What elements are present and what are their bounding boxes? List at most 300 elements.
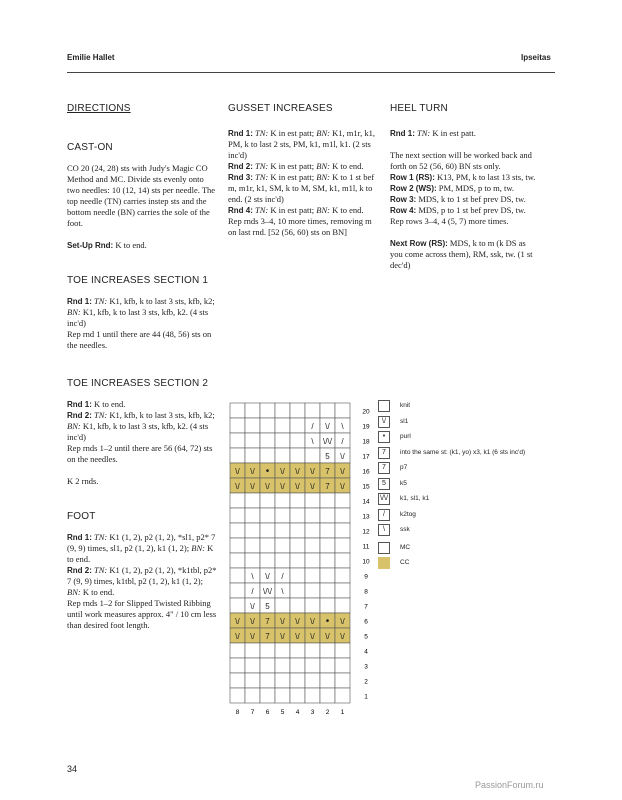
chart-cell xyxy=(290,688,305,703)
foot-rep: Rep rnds 1–2 for Slipped Twisted Ribbing until work measures approx. 4" / 10 cm less than desired foot length. xyxy=(67,598,217,630)
chart-row-number: 20 xyxy=(362,408,370,416)
chart-cell xyxy=(290,448,305,463)
chart-row-number: 19 xyxy=(362,423,370,431)
toe2-heading: TOE INCREASES SECTION 2 xyxy=(67,378,209,389)
pattern-name: Ipseitas xyxy=(521,53,551,62)
heel-row3-text: MDS, k to 1 st bef prev DS, tw. xyxy=(416,194,526,204)
chart-stitch-symbol: • xyxy=(265,465,270,477)
chart-stitch-symbol: \/\/ xyxy=(323,436,332,446)
legend-item xyxy=(378,431,578,445)
chart-col-number: 3 xyxy=(310,709,315,716)
chart-stitch-symbol: \/ xyxy=(295,616,300,626)
toe2-rnd2-label: Rnd 2: xyxy=(67,411,92,420)
chart-cell xyxy=(305,448,320,463)
chart-cell xyxy=(230,598,245,613)
chart-cell xyxy=(290,493,305,508)
chart-cell xyxy=(260,658,275,673)
toe2-rnd1-label: Rnd 1: xyxy=(67,400,92,409)
legend-swatch: • xyxy=(378,431,390,443)
legend-label: k5 xyxy=(400,479,407,487)
chart-stitch-symbol: \/ xyxy=(340,466,345,476)
chart-cell xyxy=(260,538,275,553)
chart-cell xyxy=(245,688,260,703)
chart-cell xyxy=(275,658,290,673)
chart-cell xyxy=(230,448,245,463)
chart-cell xyxy=(230,403,245,418)
chart-cell xyxy=(305,493,320,508)
chart-row-number: 18 xyxy=(362,438,370,446)
foot-rnd2-tn: TN: xyxy=(91,565,108,575)
chart-row-number: 2 xyxy=(364,678,368,686)
chart-stitch-symbol: \/ xyxy=(250,631,255,641)
heel-row1-label: Row 1 (RS): xyxy=(390,173,435,182)
chart-stitch-symbol: \ xyxy=(251,571,254,581)
chart-cell xyxy=(290,598,305,613)
chart-stitch-symbol: 7 xyxy=(265,631,270,641)
chart-stitch-symbol: \ xyxy=(341,421,344,431)
toe2-rep: Rep rnds 1–2 until there are 56 (64, 72) sts on the needles. xyxy=(67,443,213,464)
chart-cell xyxy=(335,643,350,658)
chart-stitch-symbol: \ xyxy=(311,436,314,446)
chart-cell xyxy=(260,523,275,538)
chart-stitch-symbol: / xyxy=(311,421,314,431)
chart-cell xyxy=(245,523,260,538)
foot-heading: FOOT xyxy=(67,511,96,522)
legend-swatch: \/ xyxy=(378,416,390,428)
chart-cell xyxy=(245,658,260,673)
chart-stitch-symbol: \/ xyxy=(280,616,285,626)
chart-stitch-symbol: \/ xyxy=(280,631,285,641)
chart-col-number: 8 xyxy=(235,709,240,716)
chart-cell xyxy=(230,523,245,538)
heel-intro: The next section will be worked back and forth on 52 (56, 60) BN sts only. xyxy=(390,150,532,171)
chart-cell xyxy=(275,433,290,448)
chart-cell xyxy=(305,538,320,553)
chart-stitch-symbol: \/ xyxy=(280,481,285,491)
legend-label: p7 xyxy=(400,464,408,471)
chart-row-number: 5 xyxy=(364,633,368,641)
gusset-r1-tn: TN: xyxy=(252,128,269,138)
chart-cell xyxy=(245,403,260,418)
chart-cell xyxy=(275,688,290,703)
gusset-r4-tn-text: K in est patt; xyxy=(268,205,315,215)
gusset-r3-bn: BN: xyxy=(316,172,330,182)
toe1-tn-label: TN: xyxy=(91,296,108,306)
chart-cell xyxy=(230,568,245,583)
toe2-bn-text: K1, kfb, k to last 3 sts, kfb, k2. (4 sts inc'd) xyxy=(67,421,209,442)
chart-cell xyxy=(320,523,335,538)
foot-rnd1-tn-text: K1 (1, 2), p2 (1, 2), *sl1, p2* 7 (9, 9) times, sl1, p2 (1, 2), k1 (1, 2); xyxy=(67,532,216,553)
gusset-r1-bn-text: K1, m1r, k1, PM, k to last 2 sts, PM, k1, m1l, k1. (2 sts inc'd) xyxy=(228,128,375,160)
watermark: PassionForum.ru xyxy=(475,780,544,790)
chart-stitch-symbol: \/ xyxy=(265,571,270,581)
chart-stitch-symbol: \/ xyxy=(235,481,240,491)
gusset-r2-tn: TN: xyxy=(252,161,269,171)
chart-cell xyxy=(230,538,245,553)
chart-cell xyxy=(335,403,350,418)
gusset-r4-tn: TN: xyxy=(252,205,269,215)
chart-stitch-symbol: 7 xyxy=(325,466,330,476)
chart-col-number: 1 xyxy=(340,709,345,716)
gusset-r4-label: Rnd 4: xyxy=(228,206,253,215)
chart-cell xyxy=(260,673,275,688)
gusset-r4-bn: BN: xyxy=(316,205,330,215)
chart-cell xyxy=(290,523,305,538)
chart-stitch-symbol: 5 xyxy=(265,601,270,611)
legend-swatch: 5 xyxy=(378,478,390,490)
heel-row4-text: MDS, p to 1 st bef prev DS, tw. xyxy=(416,205,526,215)
chart-cell xyxy=(260,553,275,568)
chart-cell xyxy=(335,553,350,568)
gusset-r3-tn: TN: xyxy=(252,172,269,182)
chart-cell xyxy=(290,643,305,658)
legend-label: ssk xyxy=(400,526,410,533)
chart-cell xyxy=(245,673,260,688)
chart-cell xyxy=(230,433,245,448)
chart-stitch-symbol: \/ xyxy=(310,466,315,476)
chart-row-number: 8 xyxy=(364,588,368,596)
legend-item xyxy=(378,524,578,538)
legend-item xyxy=(378,509,578,523)
foot-rnd1-bn: BN: xyxy=(191,543,205,553)
chart-cell xyxy=(305,583,320,598)
chart-cell xyxy=(320,493,335,508)
chart-cell xyxy=(230,418,245,433)
chart-stitch-symbol: \/ xyxy=(250,481,255,491)
chart-cell xyxy=(245,643,260,658)
chart-cell xyxy=(260,508,275,523)
chart-cell xyxy=(335,493,350,508)
heel-next-label: Next Row (RS): xyxy=(390,239,448,248)
chart-stitch-symbol: • xyxy=(325,615,330,627)
chart-cell xyxy=(230,688,245,703)
heel-row2-label: Row 2 (WS): xyxy=(390,184,437,193)
right-column xyxy=(390,103,540,271)
legend-label: k2tog xyxy=(400,510,416,518)
middle-column xyxy=(228,103,378,238)
chart-row-number: 17 xyxy=(362,453,370,461)
chart-cell xyxy=(335,508,350,523)
chart-stitch-symbol: \/ xyxy=(250,616,255,626)
gusset-r2-bn: BN: xyxy=(316,161,330,171)
chart-cell xyxy=(320,568,335,583)
heel-row1-text: K13, PM, k to last 13 sts, tw. xyxy=(434,172,536,182)
chart-stitch-symbol: \/ xyxy=(340,451,345,461)
chart-cell xyxy=(260,688,275,703)
legend-item xyxy=(378,557,578,571)
chart-row-number: 11 xyxy=(362,543,370,551)
gusset-r2-tn-text: K in est patt; xyxy=(268,161,315,171)
gusset-heading: GUSSET INCREASES xyxy=(228,103,333,114)
legend-swatch: 7 xyxy=(378,447,390,459)
gusset-r3-bn-text: K to 1 st bef m, m1r, k1, SM, k to M, SM, k1, m1l, k to end. (2 sts inc'd) xyxy=(228,172,375,204)
gusset-r1-label: Rnd 1: xyxy=(228,129,253,138)
chart-cell xyxy=(245,508,260,523)
chart-cell xyxy=(230,583,245,598)
setup-label: Set-Up Rnd: xyxy=(67,241,114,250)
chart-stitch-symbol: \/ xyxy=(310,481,315,491)
cast-on-heading: CAST-ON xyxy=(67,142,113,153)
chart-cell xyxy=(290,403,305,418)
chart-cell xyxy=(335,688,350,703)
gusset-r4-bn-text: K to end. xyxy=(330,205,364,215)
chart-cell xyxy=(320,673,335,688)
chart-cell xyxy=(275,448,290,463)
chart-cell xyxy=(305,508,320,523)
chart-cell xyxy=(260,493,275,508)
legend-swatch: \ xyxy=(378,524,390,536)
chart-row-number: 1 xyxy=(364,693,368,701)
chart-cell xyxy=(320,403,335,418)
legend-swatch: 7 xyxy=(378,462,390,474)
legend-label: k1, sl1, k1 xyxy=(400,495,430,502)
chart-cell xyxy=(230,493,245,508)
chart-col-number: 2 xyxy=(325,709,330,716)
chart-stitch-symbol: \/ xyxy=(235,631,240,641)
gusset-r2-label: Rnd 2: xyxy=(228,162,253,171)
legend-label: sl1 xyxy=(400,417,409,425)
chart-stitch-symbol: \/ xyxy=(340,481,345,491)
cast-on-text: CO 20 (24, 28) sts with Judy's Magic CO Method and MC. Divide sts evenly onto two needles: 10 (12, 14) sts per needle. The top needle (TN) carries instep sts and the bottom needle (BN) carries the sole of the foot. xyxy=(67,163,216,228)
heel-row2-text: PM, MDS, p to m, tw. xyxy=(436,183,515,193)
chart-cell xyxy=(320,643,335,658)
heel-row3-label: Row 3: xyxy=(390,195,417,204)
chart-stitch-symbol: \/\/ xyxy=(263,586,272,596)
toe1-tn-text: K1, kfb, k to last 3 sts, kfb, k2; xyxy=(107,296,215,306)
chart-cell xyxy=(305,658,320,673)
chart-cell xyxy=(245,538,260,553)
chart-cell xyxy=(335,538,350,553)
chart-cell xyxy=(260,448,275,463)
header-rule xyxy=(67,72,555,73)
foot-rnd1-label: Rnd 1: xyxy=(67,533,92,542)
legend-item xyxy=(378,493,578,507)
chart-cell xyxy=(290,553,305,568)
chart-cell xyxy=(305,643,320,658)
chart-stitch-symbol: \/ xyxy=(235,466,240,476)
legend-label: purl xyxy=(400,433,411,440)
chart-cell xyxy=(335,523,350,538)
chart-stitch-symbol: \/ xyxy=(340,616,345,626)
chart-cell xyxy=(320,583,335,598)
gusset-r2-bn-text: K to end. xyxy=(330,161,364,171)
legend-label: CC xyxy=(400,559,410,566)
setup-text: K to end. xyxy=(113,240,147,250)
legend-item xyxy=(378,447,578,461)
chart-cell xyxy=(230,553,245,568)
chart-cell xyxy=(230,658,245,673)
legend-item xyxy=(378,416,578,430)
foot-rnd1-tn: TN: xyxy=(91,532,108,542)
legend-swatch xyxy=(378,557,390,569)
chart-cell xyxy=(275,538,290,553)
chart-cell xyxy=(275,553,290,568)
legend-item xyxy=(378,400,578,414)
chart-cell xyxy=(260,643,275,658)
chart-stitch-symbol: / xyxy=(341,436,344,446)
legend-swatch xyxy=(378,542,390,554)
chart-cell xyxy=(275,418,290,433)
chart-cell xyxy=(305,553,320,568)
chart-stitch-symbol: / xyxy=(251,586,254,596)
chart-cell xyxy=(290,583,305,598)
chart-cell xyxy=(245,448,260,463)
chart-stitch-symbol: 7 xyxy=(325,481,330,491)
chart-cell xyxy=(245,433,260,448)
toe1-rnd1-label: Rnd 1: xyxy=(67,297,92,306)
chart-cell xyxy=(275,403,290,418)
chart-cell xyxy=(320,688,335,703)
directions-heading: DIRECTIONS xyxy=(67,103,131,114)
chart-row-number: 16 xyxy=(362,468,370,476)
chart-stitch-symbol: 5 xyxy=(325,451,330,461)
chart-cell xyxy=(290,673,305,688)
chart-cell xyxy=(335,658,350,673)
foot-rnd2-bn-text: K to end. xyxy=(80,587,115,597)
chart-cell xyxy=(290,508,305,523)
heel-rep: Rep rows 3–4, 4 (5, 7) more times. xyxy=(390,216,509,226)
chart-stitch-symbol: \/ xyxy=(280,466,285,476)
chart-cell xyxy=(335,598,350,613)
chart-row-number: 10 xyxy=(362,558,370,566)
gusset-r1-bn: BN: xyxy=(316,128,330,138)
chart-row-number: 9 xyxy=(364,573,368,581)
toe1-bn-label: BN: xyxy=(67,307,81,317)
legend-item xyxy=(378,462,578,476)
legend-label: knit xyxy=(400,402,411,409)
chart-row-number: 13 xyxy=(362,513,370,521)
chart-cell xyxy=(290,433,305,448)
gusset-r1-tn-text: K in est patt; xyxy=(268,128,315,138)
chart-row-number: 6 xyxy=(364,618,368,626)
chart-stitch-symbol: \/ xyxy=(250,466,255,476)
chart-cell xyxy=(305,568,320,583)
chart-stitch-symbol: / xyxy=(281,571,284,581)
chart-stitch-symbol: \ xyxy=(281,586,284,596)
toe2-tn-label: TN: xyxy=(91,410,108,420)
author-name: Emilie Hallet xyxy=(67,53,115,62)
chart-stitch-symbol: \/ xyxy=(250,601,255,611)
legend-swatch: \/\/ xyxy=(378,493,390,505)
foot-rnd2-label: Rnd 2: xyxy=(67,566,92,575)
left-column xyxy=(67,103,217,631)
legend-label: into the same st: (k1, yo) x3, k1 (6 sts inc'd) xyxy=(400,448,526,456)
chart-cell xyxy=(305,523,320,538)
chart-stitch-symbol: \/ xyxy=(295,481,300,491)
toe2-bn-label: BN: xyxy=(67,421,81,431)
toe2-rnd1-text: K to end. xyxy=(91,399,126,409)
gusset-r3-tn-text: K in est patt; xyxy=(268,172,315,182)
chart-cell xyxy=(230,673,245,688)
chart-cell xyxy=(275,523,290,538)
chart-stitch-symbol: \/ xyxy=(325,631,330,641)
chart-cell xyxy=(335,673,350,688)
page-number: 34 xyxy=(67,764,78,774)
chart-cell xyxy=(260,433,275,448)
toe2-tn-text: K1, kfb, k to last 3 sts, kfb, k2; xyxy=(107,410,215,420)
chart-row-number: 3 xyxy=(364,663,368,671)
chart-stitch-symbol: \/ xyxy=(325,421,330,431)
gusset-rep: Rep rnds 3–4, 10 more times, removing m on last rnd. [52 (56, 60) sts on BN] xyxy=(228,216,372,237)
heel-r1-label: Rnd 1: xyxy=(390,129,415,138)
chart-cell xyxy=(275,598,290,613)
foot-rnd2-tn-text: K1 (1, 2), p2 (1, 2), *k1tbl, p2* 7 (9, 9) times, k1tbl, p2 (1, 2), k1 (1, 2); xyxy=(67,565,217,586)
chart-cell xyxy=(335,583,350,598)
chart-stitch-symbol: \/ xyxy=(310,631,315,641)
legend-swatch: / xyxy=(378,509,390,521)
chart-cell xyxy=(290,568,305,583)
chart-col-number: 4 xyxy=(295,709,300,716)
chart-cell xyxy=(320,553,335,568)
chart-row-number: 15 xyxy=(362,483,370,491)
toe2-k2: K 2 rnds. xyxy=(67,476,99,486)
toe1-rep: Rep rnd 1 until there are 44 (48, 56) sts on the needles. xyxy=(67,329,212,350)
chart-row-number: 4 xyxy=(364,648,368,656)
heel-heading: HEEL TURN xyxy=(390,103,448,114)
chart-col-number: 5 xyxy=(280,709,285,716)
chart-stitch-symbol: \/ xyxy=(265,481,270,491)
chart-row-number: 7 xyxy=(364,603,368,611)
stitch-chart xyxy=(228,401,368,721)
chart-cell xyxy=(305,598,320,613)
chart-cell xyxy=(275,508,290,523)
chart-row-number: 12 xyxy=(362,528,370,536)
chart-cell xyxy=(230,643,245,658)
chart-stitch-symbol: \/ xyxy=(340,631,345,641)
gusset-r3-label: Rnd 3: xyxy=(228,173,253,182)
chart-cell xyxy=(260,418,275,433)
toe1-bn-text: K1, kfb, k to last 3 sts, kfb, k2. (4 sts inc'd) xyxy=(67,307,209,328)
chart-cell xyxy=(305,688,320,703)
chart-col-number: 6 xyxy=(265,709,270,716)
chart-cell xyxy=(260,403,275,418)
chart-stitch-symbol: \/ xyxy=(235,616,240,626)
chart-cell xyxy=(275,673,290,688)
chart-cell xyxy=(320,598,335,613)
legend-item xyxy=(378,542,578,556)
heel-r1-text: K in est patt. xyxy=(430,128,476,138)
chart-col-number: 7 xyxy=(250,709,255,716)
legend-swatch xyxy=(378,400,390,412)
chart-cell xyxy=(320,538,335,553)
chart-stitch-symbol: 7 xyxy=(265,616,270,626)
toe1-heading: TOE INCREASES SECTION 1 xyxy=(67,275,209,286)
chart-cell xyxy=(290,418,305,433)
chart-cell xyxy=(245,493,260,508)
chart-stitch-symbol: \/ xyxy=(295,466,300,476)
heel-row4-label: Row 4: xyxy=(390,206,417,215)
heel-r1-tn: TN: xyxy=(414,128,431,138)
chart-cell xyxy=(245,553,260,568)
chart-cell xyxy=(230,508,245,523)
chart-stitch-symbol: \/ xyxy=(295,631,300,641)
foot-rnd1-bn-text: K to end. xyxy=(67,543,214,564)
heel-next-text: MDS, k to m (k DS as you come across them), RM, ssk, tw. (1 st dec'd) xyxy=(390,238,533,270)
chart-cell xyxy=(245,418,260,433)
chart-cell xyxy=(290,658,305,673)
legend-item xyxy=(378,478,578,492)
chart-row-number: 14 xyxy=(362,498,370,506)
chart-cell xyxy=(320,658,335,673)
chart-cell xyxy=(275,493,290,508)
chart-stitch-symbol: \/ xyxy=(310,616,315,626)
chart-cell xyxy=(290,538,305,553)
chart-cell xyxy=(305,403,320,418)
chart-cell xyxy=(320,508,335,523)
chart-cell xyxy=(335,568,350,583)
foot-rnd2-bn: BN: xyxy=(67,587,81,597)
chart-cell xyxy=(305,673,320,688)
